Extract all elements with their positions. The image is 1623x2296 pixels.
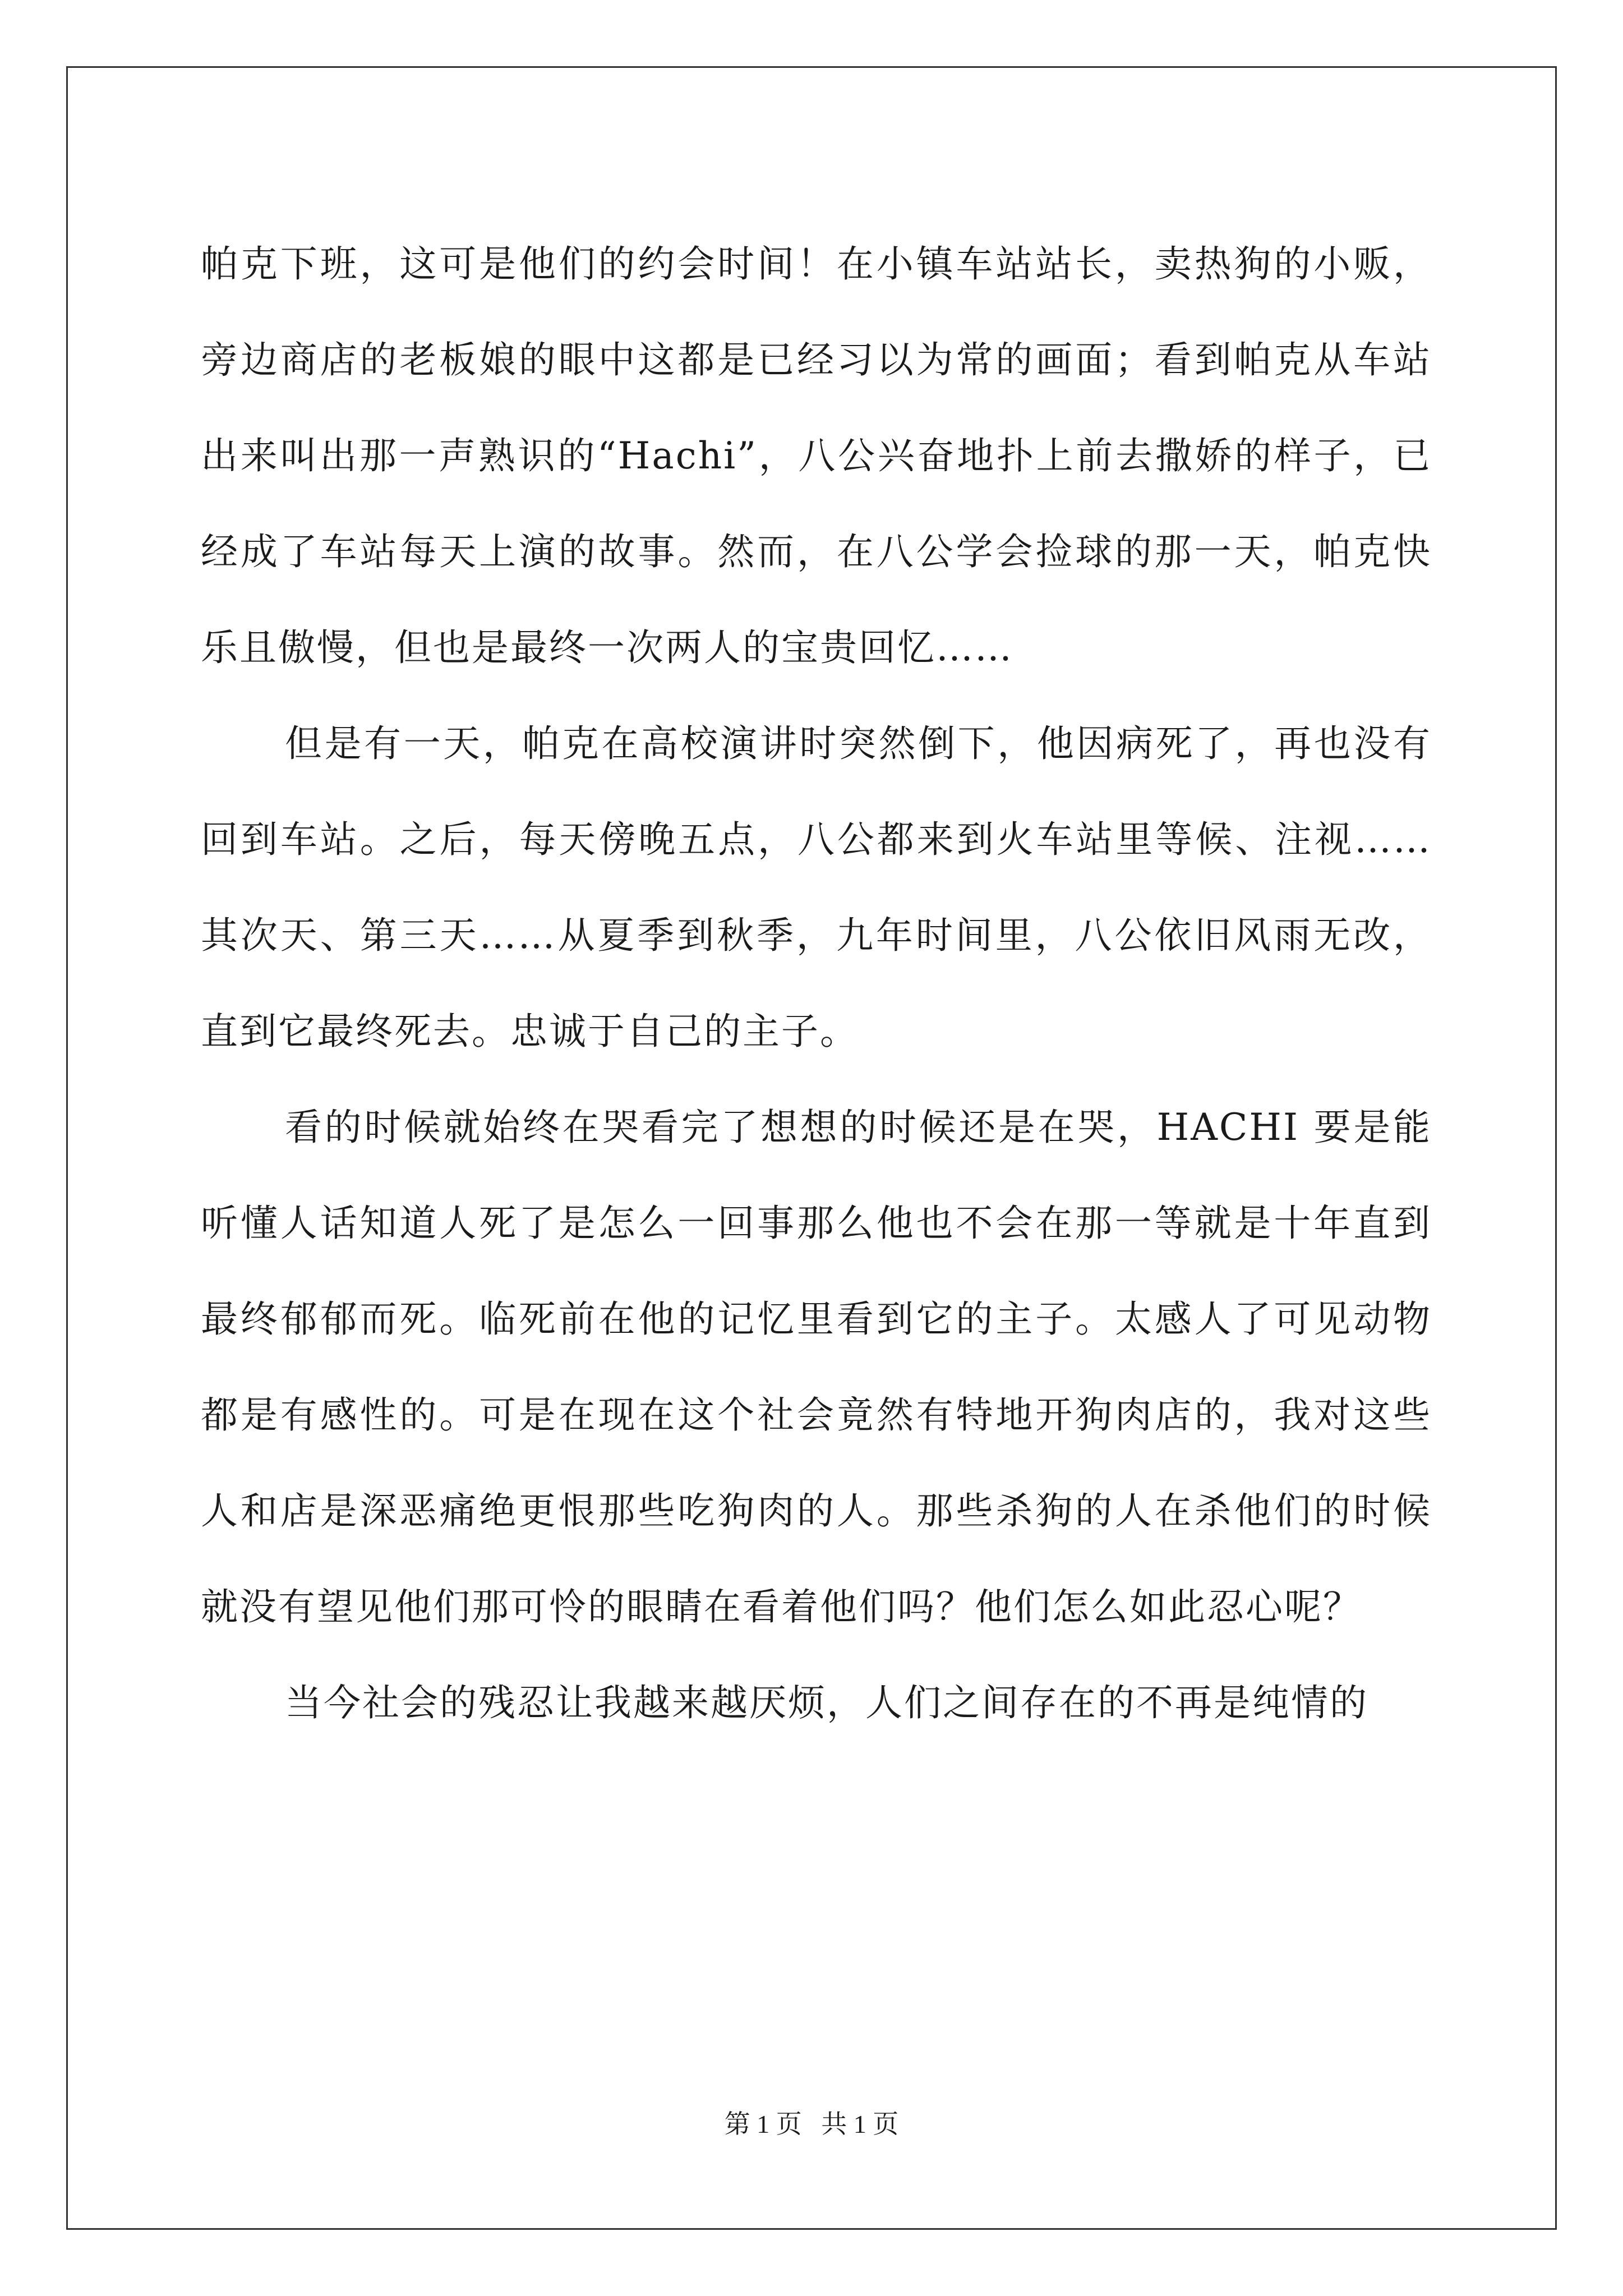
page-number: 第 1 页: [724, 2110, 802, 2138]
page-total: 共 1 页: [821, 2110, 899, 2138]
document-body: [201, 216, 1432, 1751]
paragraph-2: 但是有一天，帕克在高校演讲时突然倒下，他因病死了，再也没有回到车站。之后，每天傍晚五点，八公都来到火车站里等候、注视……其次天、第三天……从夏季到秋季，九年时间里，八公依旧风雨无改，直到它最终死去。忠诚于自己的主子。: [201, 722, 1432, 1053]
paragraph-1: 帕克下班，这可是他们的约会时间！在小镇车站站长，卖热狗的小贩，旁边商店的老板娘的眼中这都是已经习以为常的画面；看到帕克从车站出来叫出那一声熟识的“Hachi”，八公兴奋地扑上前去撒娇的样子，已经成了车站每天上演的故事。然而，在八公学会捡球的那一天，帕克快乐且傲慢，但也是最终一次两人的宝贵回忆……: [201, 242, 1432, 669]
page-footer: [0, 2104, 1623, 2141]
paragraph-3: 看的时候就始终在哭看完了想想的时候还是在哭，HACHI 要是能听懂人话知道人死了是怎么一回事那么他也不会在那一等就是十年直到最终郁郁而死。临死前在他的记忆里看到它的主子。太感人了可见动物都是有感性的。可是在现在这个社会竟然有特地开狗肉店的，我对这些人和店是深恶痛绝更恨那些吃狗肉的人。那些杀狗的人在杀他们的时候就没有望见他们那可怜的眼睛在看着他们吗？他们怎么如此忍心呢？: [201, 1106, 1432, 1628]
paragraph-4: 当今社会的残忍让我越来越厌烦，人们之间存在的不再是纯情的: [285, 1681, 1368, 1724]
